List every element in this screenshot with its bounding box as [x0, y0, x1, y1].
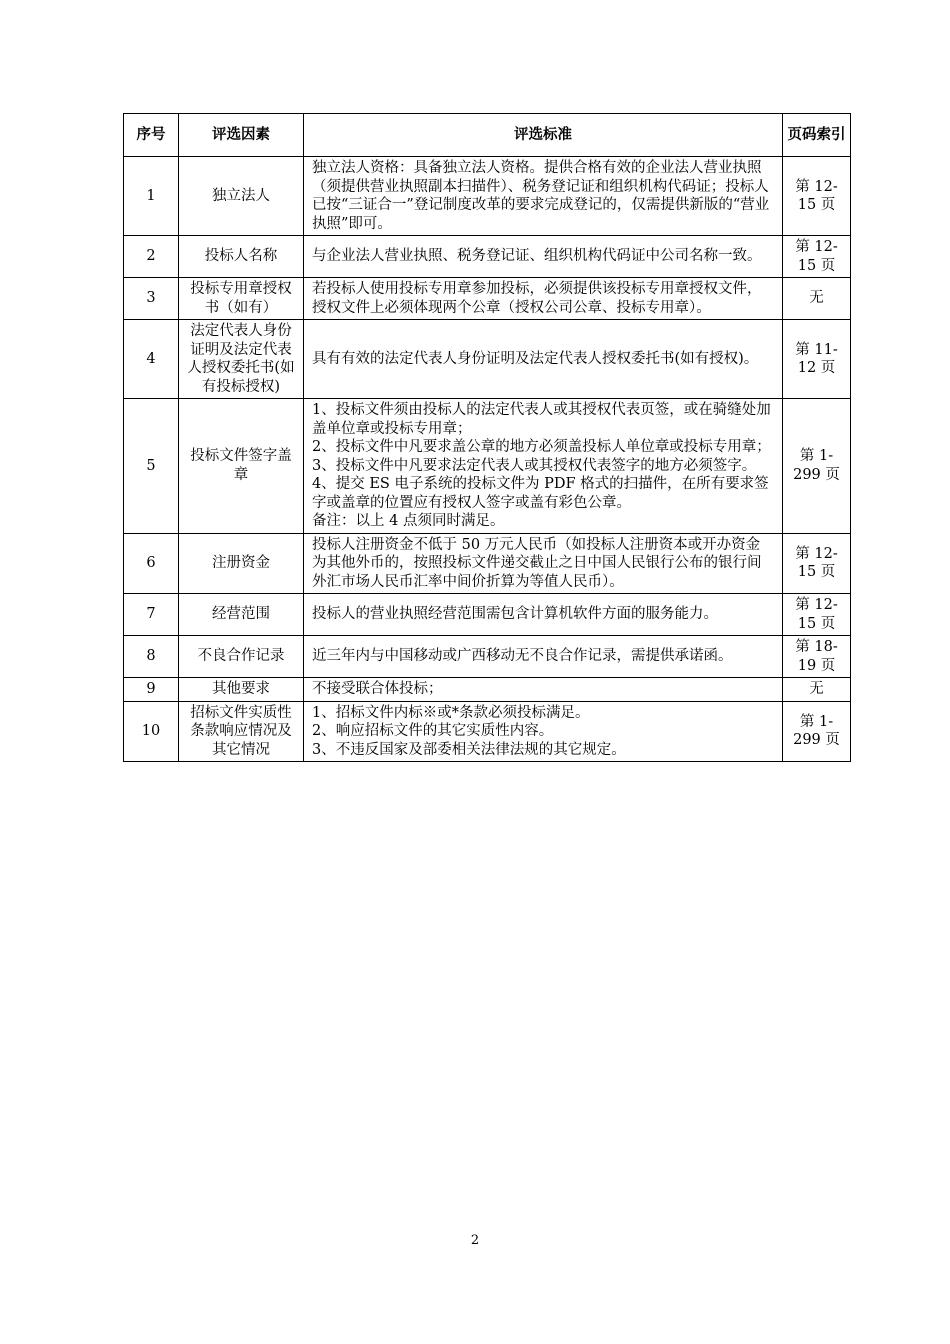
row-number: 3	[124, 278, 179, 320]
evaluation-factor: 不良合作记录	[179, 636, 304, 678]
evaluation-criteria	[304, 320, 783, 399]
evaluation-factor: 法定代表人身份证明及法定代表人授权委托书(如有投标授权)	[179, 320, 304, 399]
header-no: 序号	[124, 114, 179, 157]
header-criteria: 评选标准	[304, 114, 783, 157]
row-number: 6	[124, 533, 179, 594]
criteria-line: 投标人注册资金不低于 50 万元人民币（如投标人注册资本或开办资金为其他外币的，按照投标文件递交截止之日中国人民银行公布的银行间外汇市场人民币汇率中间价折算为等值人民币）。	[312, 536, 762, 590]
row-number: 2	[124, 236, 179, 278]
evaluation-factor: 投标文件签字盖章	[179, 399, 304, 534]
table-row	[124, 533, 851, 594]
evaluation-factor: 投标专用章授权书（如有）	[179, 278, 304, 320]
criteria-line: 3、投标文件中凡要求法定代表人或其授权代表签字的地方必须签字。	[312, 457, 757, 474]
page-reference: 第 1-299 页	[783, 701, 851, 762]
criteria-line: 若投标人使用投标专用章参加投标，必须提供该投标专用章授权文件，授权文件上必须体现两个公章（授权公司公章、投标专用章）。	[312, 281, 762, 316]
table-body	[124, 157, 851, 762]
criteria-line: 2、投标文件中凡要求盖公章的地方必须盖投标人单位章或投标专用章；	[312, 439, 771, 455]
criteria-line: 1、投标文件须由投标人的法定代表人或其授权代表页签，或在骑缝处加盖单位章或投标专用章；	[312, 402, 771, 437]
row-number: 4	[124, 320, 179, 399]
page-reference: 第 12-15 页	[783, 594, 851, 636]
evaluation-criteria	[304, 636, 783, 678]
evaluation-criteria	[304, 678, 783, 702]
criteria-line: 独立法人资格：具备独立法人资格。提供合格有效的企业法人营业执照（须提供营业执照副本扫描件）、税务登记证和组织机构代码证；投标人已按“三证合一”登记制度改革的要求完成登记的，仅需提供新版的“营业执照”即可。	[312, 160, 770, 232]
criteria-line: 备注：以上 4 点须同时满足。	[312, 513, 505, 529]
evaluation-factor: 独立法人	[179, 157, 304, 236]
table-row	[124, 594, 851, 636]
row-number: 7	[124, 594, 179, 636]
table-row	[124, 157, 851, 236]
criteria-line: 近三年内与中国移动或广西移动无不良合作记录，需提供承诺函。	[312, 648, 733, 665]
evaluation-criteria	[304, 157, 783, 236]
page-reference: 无	[783, 278, 851, 320]
evaluation-factor: 投标人名称	[179, 236, 304, 278]
evaluation-factor: 经营范围	[179, 594, 304, 636]
criteria-line: 2、响应招标文件的其它实质性内容。	[312, 723, 554, 739]
table-row	[124, 320, 851, 399]
criteria-line: 4、提交 ES 电子系统的投标文件为 PDF 格式的扫描件，在所有要求签字或盖章的位置应有授权人签字或盖有彩色公章。	[312, 476, 769, 511]
header-factor: 评选因素	[179, 114, 304, 157]
table-row	[124, 278, 851, 320]
row-number: 8	[124, 636, 179, 678]
criteria-line: 与企业法人营业执照、税务登记证、组织机构代码证中公司名称一致。	[312, 248, 762, 265]
evaluation-criteria	[304, 701, 783, 762]
page-reference: 第 12-15 页	[783, 236, 851, 278]
criteria-line: 3、不违反国家及部委相关法律法规的其它规定。	[312, 741, 626, 758]
criteria-line: 1、招标文件内标※或*条款必须投标满足。	[312, 704, 590, 721]
table-row	[124, 636, 851, 678]
evaluation-criteria	[304, 236, 783, 278]
evaluation-criteria	[304, 278, 783, 320]
page-number: 2	[470, 1233, 480, 1248]
table-header-row	[124, 114, 851, 157]
evaluation-factor: 注册资金	[179, 533, 304, 594]
page-reference: 第 1-299 页	[783, 399, 851, 534]
evaluation-criteria	[304, 399, 783, 534]
header-page-index: 页码索引	[783, 114, 851, 157]
row-number: 9	[124, 678, 179, 702]
table-row	[124, 399, 851, 534]
page-reference: 第 18-19 页	[783, 636, 851, 678]
evaluation-table	[123, 113, 851, 762]
evaluation-criteria	[304, 533, 783, 594]
criteria-line: 具有有效的法定代表人身份证明及法定代表人授权委托书(如有授权)。	[312, 350, 759, 367]
page-reference: 无	[783, 678, 851, 702]
page-reference: 第 11-12 页	[783, 320, 851, 399]
row-number: 1	[124, 157, 179, 236]
criteria-line: 投标人的营业执照经营范围需包含计算机软件方面的服务能力。	[312, 606, 718, 623]
table-row	[124, 678, 851, 702]
table-row	[124, 236, 851, 278]
evaluation-factor: 招标文件实质性条款响应情况及其它情况	[179, 701, 304, 762]
page-reference: 第 12-15 页	[783, 533, 851, 594]
evaluation-factor: 其他要求	[179, 678, 304, 702]
table-row	[124, 701, 851, 762]
row-number: 10	[124, 701, 179, 762]
page-reference: 第 12-15 页	[783, 157, 851, 236]
row-number: 5	[124, 399, 179, 534]
criteria-line: 不接受联合体投标；	[312, 681, 443, 697]
evaluation-criteria	[304, 594, 783, 636]
